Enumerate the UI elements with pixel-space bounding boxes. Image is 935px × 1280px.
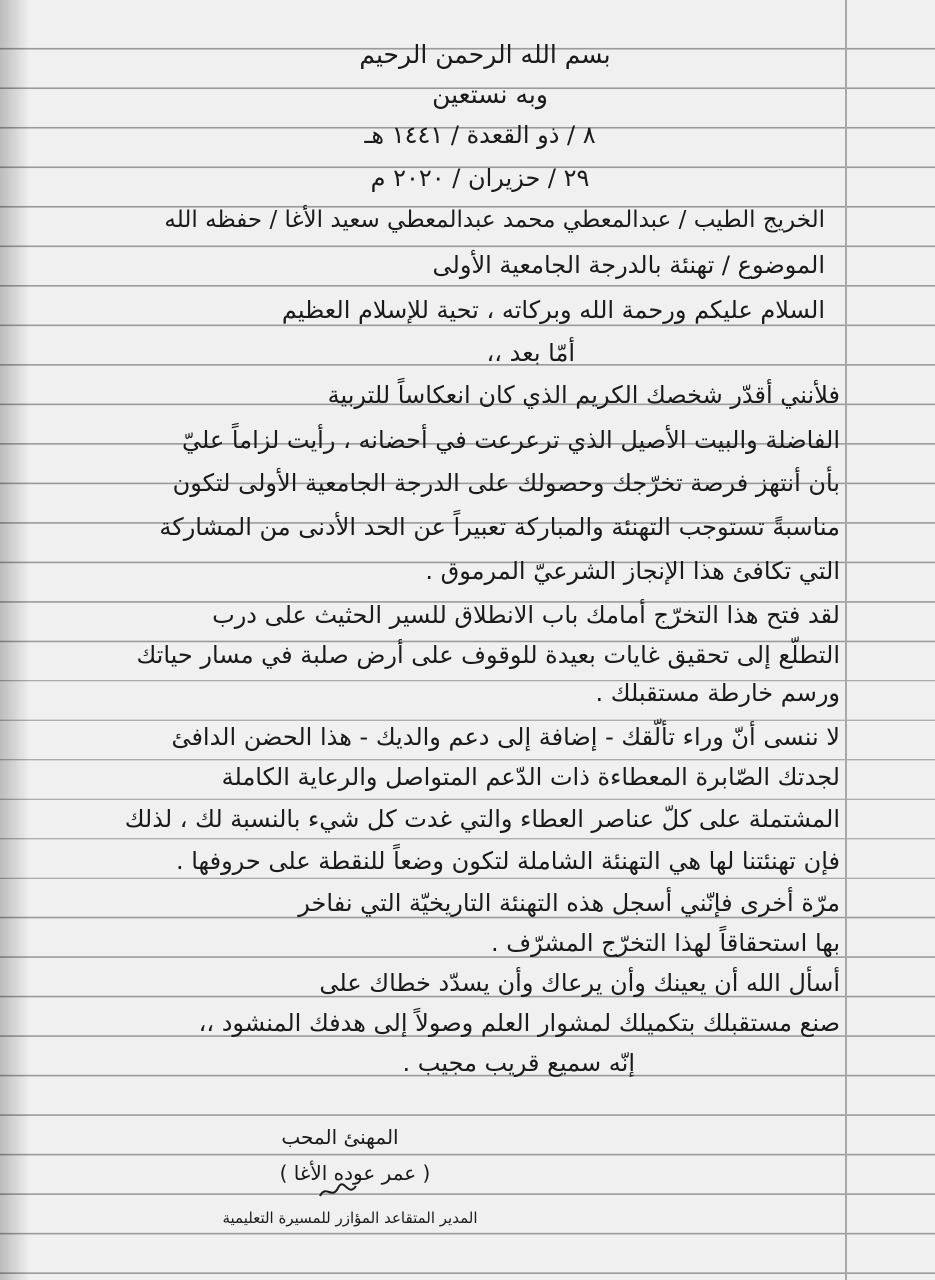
greeting: السلام عليكم ورحمة الله وبركاته ، تحية للإسلام العظيم	[281, 296, 825, 324]
signer-title: المدير المتقاعد المؤازر للمسيرة التعليمية	[222, 1209, 478, 1227]
body-line: مناسبةً تستوجب التهنئة والمباركة تعبيراً عن الحد الأدنى من المشاركة	[159, 513, 840, 541]
body-line: مرّة أخرى فإنّني أسجل هذه التهنئة التاريخيّة التي نفاخر	[298, 889, 840, 917]
basmala: بسم الله الرحمن الرحيم	[359, 40, 611, 69]
body-line: صنع مستقبلك بتكميلك لمشوار العلم وصولاً إلى هدفك المنشود ،،	[198, 1009, 840, 1037]
body-line: لا ننسى أنّ وراء تألّقك - إضافة إلى دعم والديك - هذا الحضن الدافئ	[171, 723, 840, 751]
body-line: أسأل الله أن يعينك وأن يرعاك وأن يسدّد خطاك على	[319, 969, 840, 997]
hijri-date: ٨ / ذو القعدة / ١٤٤١ هـ	[364, 121, 596, 149]
subject: الموضوع / تهنئة بالدرجة الجامعية الأولى	[432, 251, 825, 279]
body-line: ورسم خارطة مستقبلك .	[595, 679, 840, 707]
body-line: التي تكافئ هذا الإنجاز الشرعيّ المرموق .	[425, 557, 840, 585]
body-line: التطلّع إلى تحقيق غايات بعيدة للوقوف على أرض صلبة في مسار حياتك	[136, 641, 840, 669]
body-line: لجدتك الصّابرة المعطاءة ذات الدّعم المتواصل والرعاية الكاملة	[221, 763, 840, 791]
body-line: الفاضلة والبيت الأصيل الذي ترعرعت في أحضانه ، رأيت لزاماً عليّ	[182, 426, 840, 454]
body-line: لقد فتح هذا التخرّج أمامك باب الانطلاق للسير الحثيث على درب	[212, 601, 840, 629]
body-line: فإن تهنئتنا لها هي التهنئة الشاملة لتكون وضعاً للنقطة على حروفها .	[175, 847, 840, 875]
body-line: إنّه سميع قريب مجيب .	[402, 1049, 635, 1077]
addressee: الخريج الطيب / عبدالمعطي محمد عبدالمعطي سعيد الأغا / حفظه الله	[164, 207, 825, 233]
body-line: المشتملة على كلّ عناصر العطاء والتي غدت كل شيء بالنسبة لك ، لذلك	[124, 805, 840, 833]
signer-name: ( عمر عوده الأغا )	[279, 1161, 431, 1185]
invocation: وبه نستعين	[432, 80, 548, 109]
body-line: بأن أنتهز فرصة تخرّجك وحصولك على الدرجة الجامعية الأولى لتكون	[172, 469, 840, 497]
gregorian-date: ٢٩ / حزيران / ٢٠٢٠ م	[370, 164, 590, 192]
signature-mark	[318, 1180, 358, 1202]
body-line: بها استحقاقاً لهذا التخرّج المشرّف .	[490, 929, 840, 957]
opening: أمّا بعد ،،	[486, 339, 575, 367]
margin-line	[845, 0, 847, 1280]
body-line: فلأنني أقدّر شخصك الكريم الذي كان انعكاساً للتربية	[327, 381, 840, 409]
closing-label: المهنئ المحب	[281, 1125, 399, 1149]
